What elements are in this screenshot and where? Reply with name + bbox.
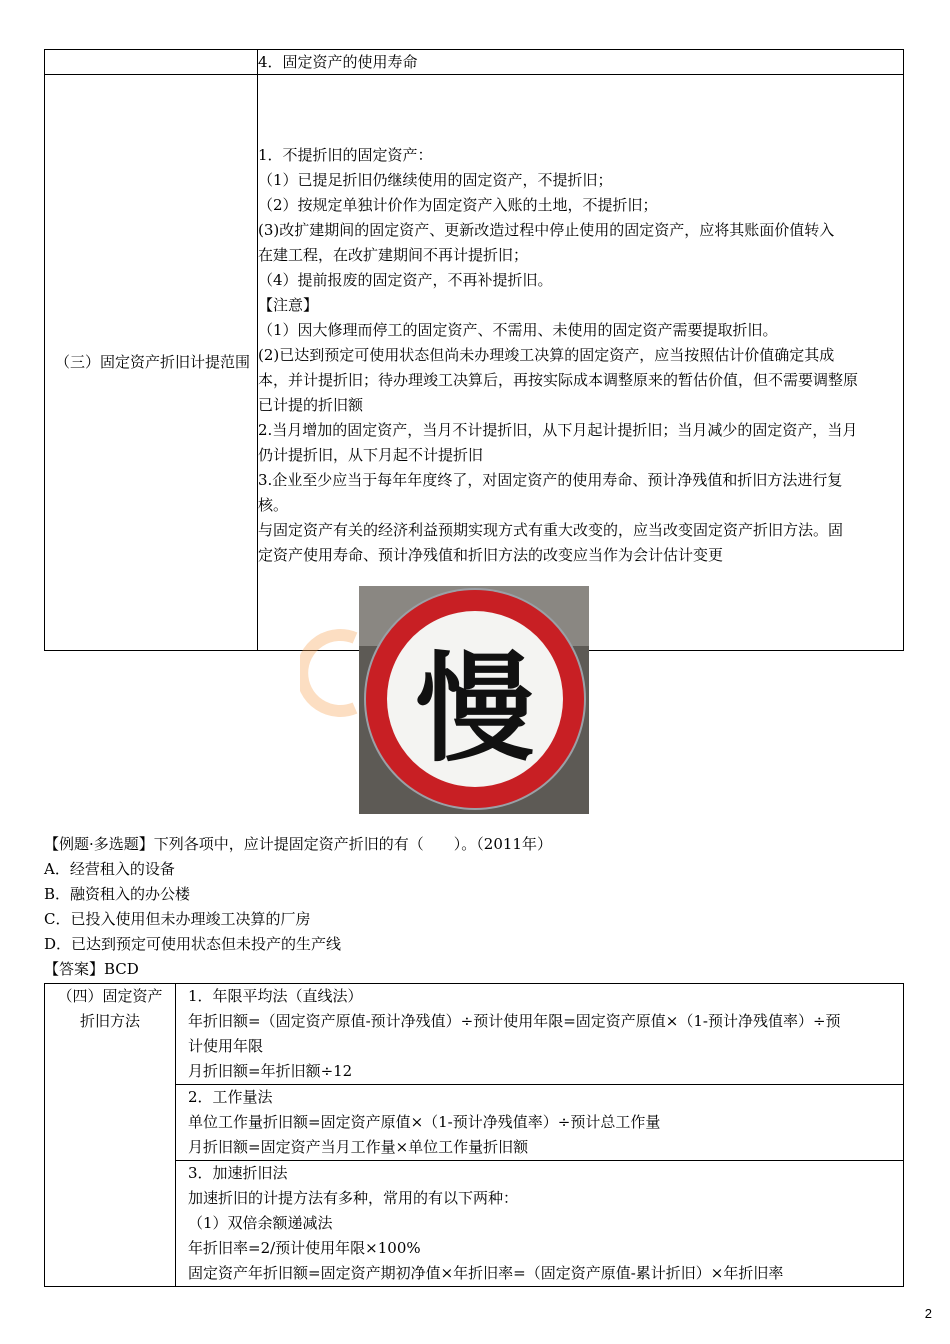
depreciation-scope-table (44, 49, 904, 651)
list-item: 1．年限平均法（直线法） (188, 987, 363, 1005)
page-number: 2 (924, 1306, 932, 1321)
list-item: 核。 (258, 496, 289, 514)
list-item: 月折旧额=固定资产当月工作量×单位工作量折旧额 (188, 1138, 529, 1156)
list-item: 2．工作量法 (188, 1088, 273, 1106)
list-item: 已计提的折旧额 (258, 396, 364, 414)
methods-label-line1: （四）固定资产 (57, 987, 163, 1005)
units-of-production-cell (176, 1085, 904, 1161)
list-item: 计使用年限 (188, 1037, 264, 1055)
list-item: （1）双倍余额递减法 (188, 1214, 333, 1232)
list-item: 单位工作量折旧额=固定资产原值×（1-预计净残值率）÷预计总工作量 (188, 1113, 661, 1131)
list-item: 【注意】 (258, 296, 319, 314)
sign-character: 慢 (415, 640, 534, 778)
list-item: 仍计提折旧，从下月起不计提折旧 (258, 446, 484, 464)
scope-label-cell (45, 75, 258, 651)
slow-sign-photo (359, 586, 589, 814)
list-item: 固定资产年折旧额=固定资产期初净值×年折旧率=（固定资产原值-累计折旧）×年折旧率 (188, 1264, 784, 1282)
list-item: (2)已达到预定可使用状态但尚未办理竣工决算的固定资产，应当按照估计价值确定其成 (258, 346, 835, 364)
answer: 【答案】BCD (44, 960, 139, 978)
watermark-logo-icon (300, 628, 370, 718)
useful-life-heading: 4．固定资产的使用寿命 (258, 53, 418, 71)
list-item: 年折旧率=2/预计使用年限×100% (188, 1239, 421, 1257)
list-item: 3.企业至少应当于每年年度终了，对固定资产的使用寿命、预计净残值和折旧方法进行复 (258, 471, 843, 489)
list-item: （1）因大修理而停工的固定资产、不需用、未使用的固定资产需要提取折旧。 (258, 321, 778, 339)
list-item: 本，并计提折旧；待办理竣工决算后，再按实际成本调整原来的暂估价值，但不需要调整原 (258, 371, 859, 389)
list-item: 2.当月增加的固定资产，当月不计提折旧，从下月起计提折旧；当月减少的固定资产，当月 (258, 421, 858, 439)
straight-line-cell (176, 984, 904, 1085)
table-row (45, 75, 904, 651)
option-b: B．融资租入的办公楼 (44, 885, 191, 903)
list-item: (3)改扩建期间的固定资产、更新改造过程中停止使用的固定资产，应将其账面价值转入 (258, 221, 835, 239)
option-c: C．已投入使用但未办理竣工决算的厂房 (44, 910, 311, 928)
scope-label: （三）固定资产折旧计提范围 (55, 353, 251, 371)
list-item: （2）按规定单独计价作为固定资产入账的土地，不提折旧； (258, 196, 658, 214)
table-row (45, 50, 904, 75)
list-item: 定资产使用寿命、预计净残值和折旧方法的改变应当作为会计估计变更 (258, 546, 724, 564)
option-a: A．经营租入的设备 (44, 860, 175, 878)
question-stem: 【例题·多选题】下列各项中，应计提固定资产折旧的有（ ）。（2011年） (44, 835, 552, 853)
scope-content-cell (258, 75, 904, 651)
depreciation-methods-table (44, 983, 904, 1287)
list-item: 在建工程，在改扩建期间不再计提折旧； (258, 246, 529, 264)
accelerated-cell (176, 1161, 904, 1287)
list-item: 月折旧额=年折旧额÷12 (188, 1062, 353, 1080)
methods-label-cell (45, 984, 176, 1287)
list-item: 与固定资产有关的经济利益预期实现方式有重大改变的，应当改变固定资产折旧方法。固 (258, 521, 844, 539)
table-cell (45, 50, 258, 75)
list-item: 1．不提折旧的固定资产： (258, 146, 433, 164)
table-cell (258, 50, 904, 75)
list-item: （1）已提足折旧仍继续使用的固定资产，不提折旧； (258, 171, 613, 189)
option-d: D．已达到预定可使用状态但未投产的生产线 (44, 935, 342, 953)
list-item: 加速折旧的计提方法有多种，常用的有以下两种： (188, 1189, 519, 1207)
table-row (45, 984, 904, 1085)
list-item: （4）提前报废的固定资产，不再补提折旧。 (258, 271, 553, 289)
list-item: 3．加速折旧法 (188, 1164, 288, 1182)
methods-label-line2: 折旧方法 (79, 1012, 140, 1030)
list-item: 年折旧额=（固定资产原值-预计净残值）÷预计使用年限=固定资产原值×（1-预计净残值率）÷预 (188, 1012, 841, 1030)
